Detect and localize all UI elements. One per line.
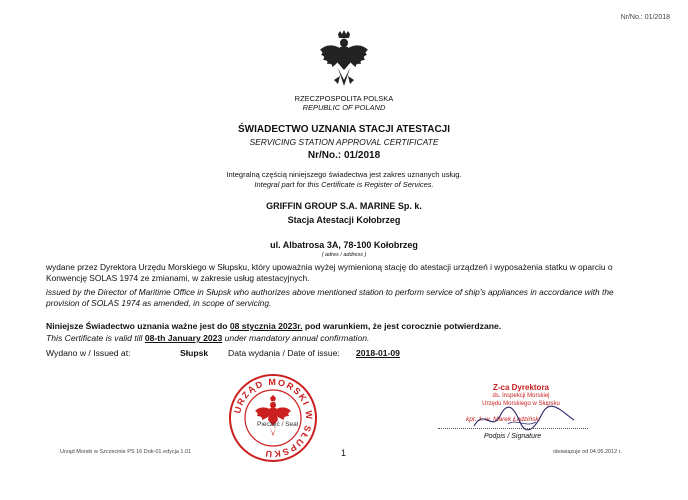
validity-en-date: 08-th January 2023 (144, 333, 223, 343)
validity-pl-prefix: Niniejsze Świadectwo uznania ważne jest do (46, 321, 228, 331)
signatory-title: Z-ca Dyrektora (492, 383, 550, 392)
signatory-division: ds. Inspekcji Morskiej (492, 393, 550, 399)
official-seal-icon (227, 372, 319, 464)
issued-text-pl: wydane przez Dyrektora Urzędu Morskiego w Słupsku, który upoważnia wyżej wymienioną stację do atestacji urządzeń i wyposażenia statku w oparciu o Konwencję SOLAS 1974 ze zmianami, w zakresie usług atestacyjnych. (46, 262, 613, 283)
signature-scribble-icon (470, 404, 580, 434)
footer-valid-from: obowiązuje od 04.05.2012 r. (553, 449, 622, 455)
certificate-number (0, 150, 688, 161)
validity-pl-suffix: pod warunkiem, że jest corocznie potwierdzane. (304, 321, 502, 331)
validity-en-suffix: under mandatory annual confirmation. (224, 333, 370, 343)
seal-label: Pieczęć / Seal (257, 421, 299, 428)
validity-en (46, 333, 369, 343)
integral-note-en: Integral part for this Certificate is Register of Services. (254, 180, 434, 189)
signature-line (438, 428, 588, 429)
issue-place-value: Słupsk (180, 348, 209, 358)
station-name: Stacja Atestacji Kołobrzeg (287, 215, 401, 225)
company-address: ul. Albatrosa 3A, 78-100 Kołobrzeg (270, 240, 418, 250)
state-name-pl: RZECZPOSPOLITA POLSKA (294, 94, 394, 103)
certificate-title-pl: ŚWIADECTWO UZNANIA STACJI ATESTACJI (237, 124, 451, 135)
certificate-number-value: 01/2018 (343, 150, 381, 161)
issue-date-value: 2018-01-09 (356, 348, 400, 358)
page-number: 1 (341, 448, 347, 458)
issued-text-en: issued by the Director of Maritime Office in Słupsk who authorizes above mentioned station to perform service of ship's appliances in accordance with the provision of SOLAS 1974 as amended, in scope of servicing. (46, 287, 614, 308)
document-number: Nr/No.: 01/2018 (620, 14, 670, 21)
issue-place-label: Wydano w / Issued at: (46, 348, 131, 358)
signature-label: Podpis / Signature (484, 433, 542, 440)
eagle-emblem-icon (318, 30, 370, 92)
certificate-title-en: SERVICING STATION APPROVAL CERTIFICATE (249, 137, 439, 147)
validity-pl (46, 321, 501, 331)
certificate-number-label: Nr/No.: (307, 150, 342, 161)
footer-form-id: Urząd Morski w Szczecinie PS 16 Dok-01 edycja 1.01 (60, 449, 192, 455)
validity-pl-date: 08 stycznia 2023r. (229, 321, 303, 331)
address-label: ( adres / address ) (321, 252, 367, 258)
validity-en-prefix: This Certificate is valid till (46, 333, 143, 343)
company-name: GRIFFIN GROUP S.A. MARINE Sp. k. (266, 201, 422, 211)
state-name-en: REPUBLIC OF POLAND (302, 103, 386, 112)
seal-text: URZĄD MORSKI W SŁUPSKU (232, 376, 315, 460)
integral-note-pl: Integralną częścią niniejszego świadectwa jest zakres uznanych usług. (226, 170, 462, 179)
signatory-office: Urzędu Morskiego w Słupsku (482, 401, 560, 407)
signatory-name: kpt. ż. w. Marek Ładziński (466, 416, 541, 423)
issue-date-label: Data wydania / Date of issue: (228, 348, 340, 358)
